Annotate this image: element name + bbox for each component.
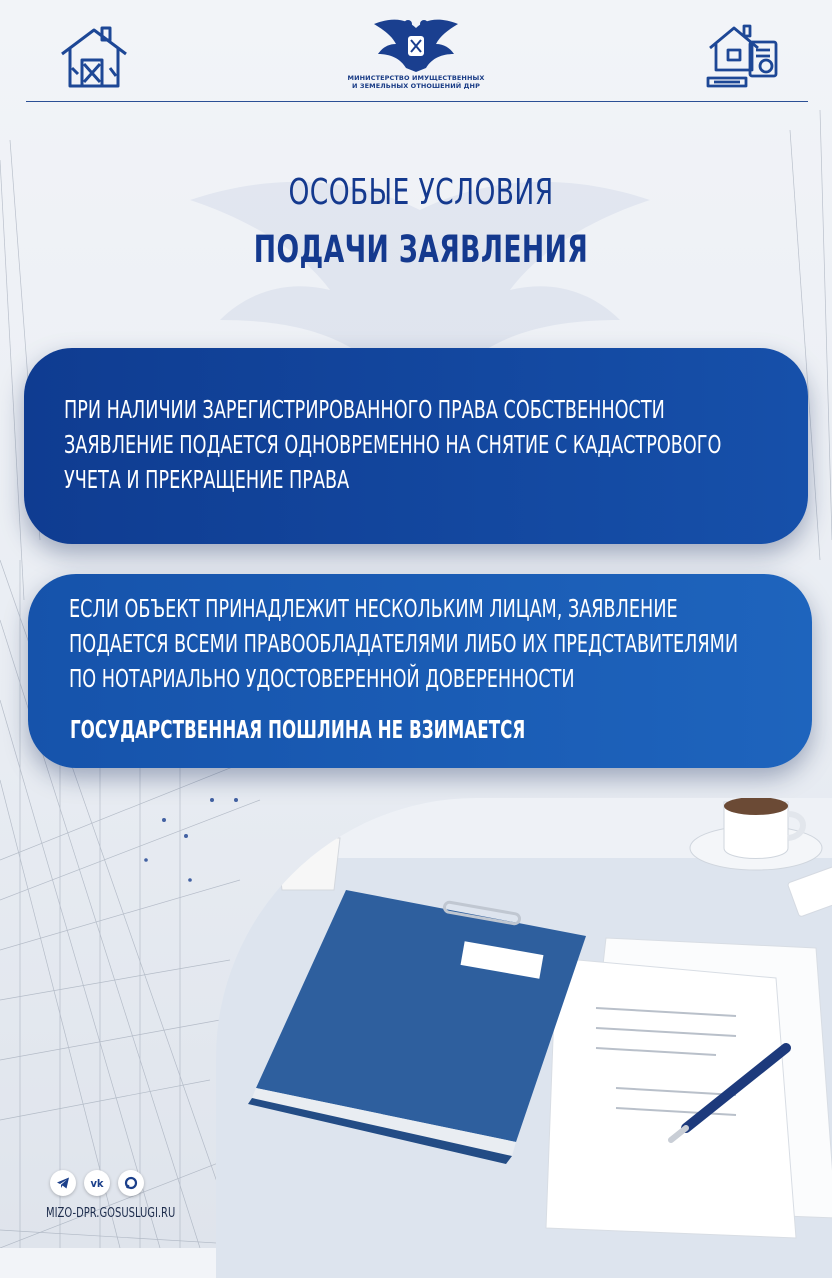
- card-line: ПОДАЕТСЯ ВСЕМИ ПРАВООБЛАДАТЕЛЯМИ ЛИБО ИХ ПРЕДСТАВИТЕЛЯМИ: [69, 629, 739, 658]
- website-link[interactable]: MIZO-DPR.GOSUSLUGI.RU: [46, 1205, 176, 1221]
- header: [0, 0, 832, 110]
- social-links: [50, 1170, 150, 1198]
- card-text: [64, 392, 721, 497]
- vk-icon[interactable]: vk: [84, 1170, 110, 1196]
- house-documents-icon: [706, 20, 784, 90]
- card-line: ЗАЯВЛЕНИЕ ПОДАЕТСЯ ОДНОВРЕМЕННО НА СНЯТИЕ С КАДАСТРОВОГО: [64, 430, 722, 459]
- card-line: ПО НОТАРИАЛЬНО УДОСТОВЕРЕННОЙ ДОВЕРЕННОСТИ: [69, 664, 575, 693]
- fee-note: ГОСУДАРСТВЕННАЯ ПОШЛИНА НЕ ВЗИМАЕТСЯ: [70, 715, 526, 744]
- card-text: [69, 591, 738, 696]
- header-divider: [26, 101, 808, 102]
- ministry-name: [326, 74, 506, 90]
- condition-card-ownership: [24, 348, 808, 544]
- card-line: УЧЕТА И ПРЕКРАЩЕНИЕ ПРАВА: [64, 465, 350, 494]
- ministry-line-1: МИНИСТЕРСТВО ИМУЩЕСТВЕННЫХ: [347, 74, 485, 82]
- eagle-emblem-icon: [366, 14, 466, 74]
- card-line: ПРИ НАЛИЧИИ ЗАРЕГИСТРИРОВАННОГО ПРАВА СОБСТВЕННОСТИ: [64, 395, 665, 424]
- ministry-line-2: И ЗЕМЕЛЬНЫХ ОТНОШЕНИЙ ДНР: [352, 82, 480, 90]
- desk-photo: [216, 798, 832, 1278]
- max-messenger-icon[interactable]: [118, 1170, 144, 1196]
- title-line-2: ПОДАЧИ ЗАЯВЛЕНИЯ: [253, 228, 589, 271]
- telegram-icon[interactable]: [50, 1170, 76, 1196]
- desk-illustration: [216, 798, 832, 1278]
- condition-card-co-owners: [28, 574, 812, 768]
- damaged-house-icon: [58, 24, 130, 90]
- card-line: ЕСЛИ ОБЪЕКТ ПРИНАДЛЕЖИТ НЕСКОЛЬКИМ ЛИЦАМ, ЗАЯВЛЕНИЕ: [69, 594, 678, 623]
- title-line-1: ОСОБЫЕ УСЛОВИЯ: [288, 172, 554, 213]
